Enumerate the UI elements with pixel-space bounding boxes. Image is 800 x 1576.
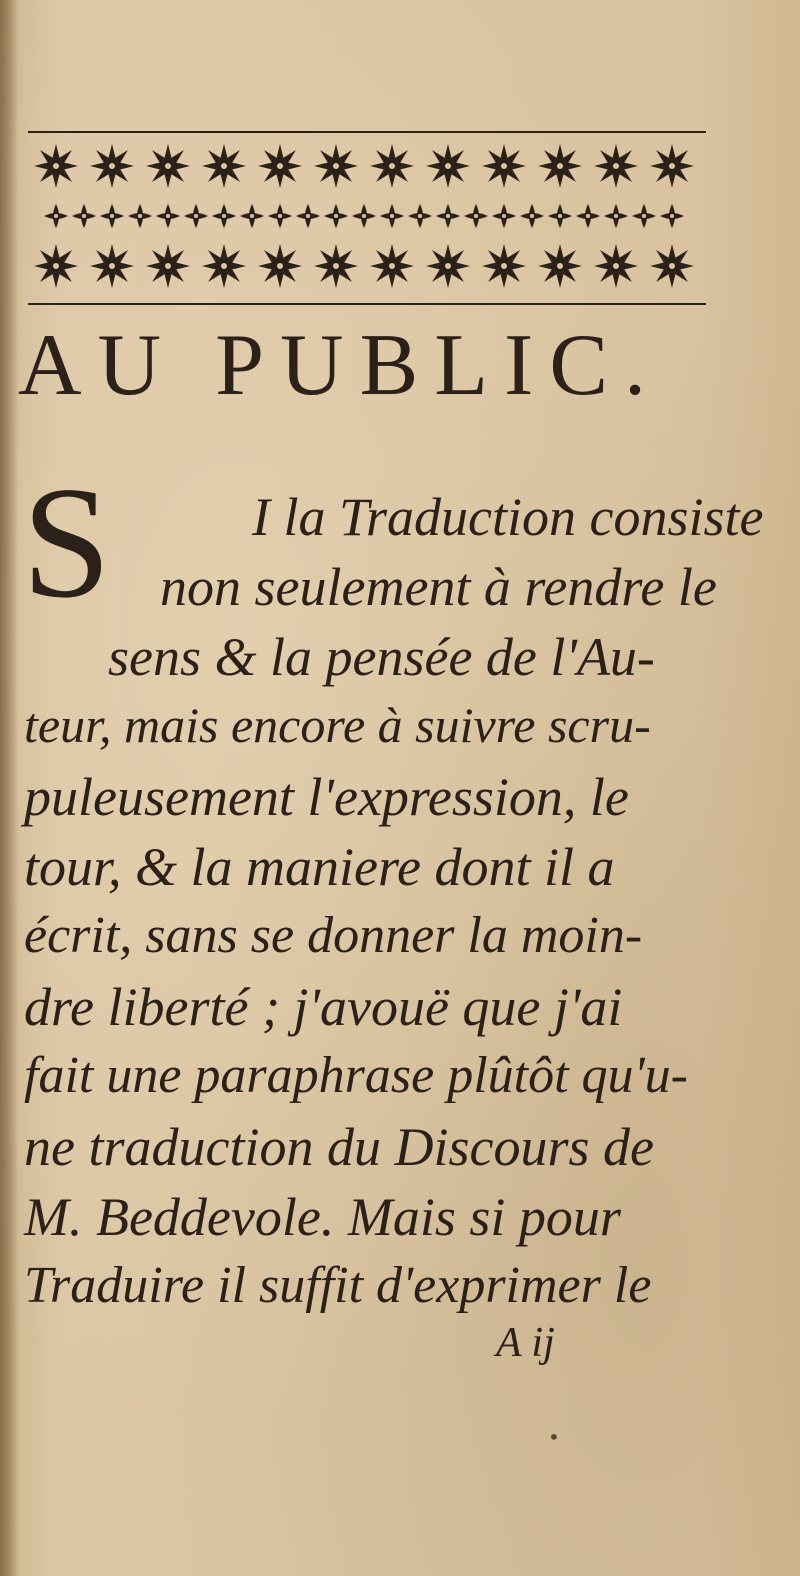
text-line-8: dre liberté ; j'avouë que j'ai: [24, 977, 623, 1037]
ornament-band-icon: [22, 128, 712, 308]
text-line-11: M. Beddevole. Mais si pour: [24, 1187, 621, 1247]
drop-cap: S: [22, 453, 111, 631]
page-heading: AU PUBLIC.: [18, 317, 663, 414]
text-line-5: puleusement l'expression, le: [24, 767, 629, 827]
text-line-10: ne traduction du Discours de: [24, 1117, 654, 1177]
text-line-12: Traduire il suffit d'exprimer le: [24, 1257, 652, 1314]
text-line-2: non seulement à rendre le: [160, 557, 717, 617]
text-line-1: I la Traduction consiste: [252, 487, 764, 547]
page-edge-shadow: [0, 0, 18, 1576]
text-line-7: écrit, sans se donner la moin-: [24, 907, 643, 964]
signature-mark: A ij: [496, 1320, 555, 1366]
text-line-3: sens & la pensée de l'Au-: [108, 627, 655, 687]
ink-speck: •: [548, 1425, 560, 1449]
text-line-6: tour, & la maniere dont il a: [24, 837, 615, 897]
text-line-9: fait une paraphrase plûtôt qu'u-: [24, 1047, 688, 1104]
text-line-4: teur, mais encore à suivre scru-: [24, 697, 651, 753]
